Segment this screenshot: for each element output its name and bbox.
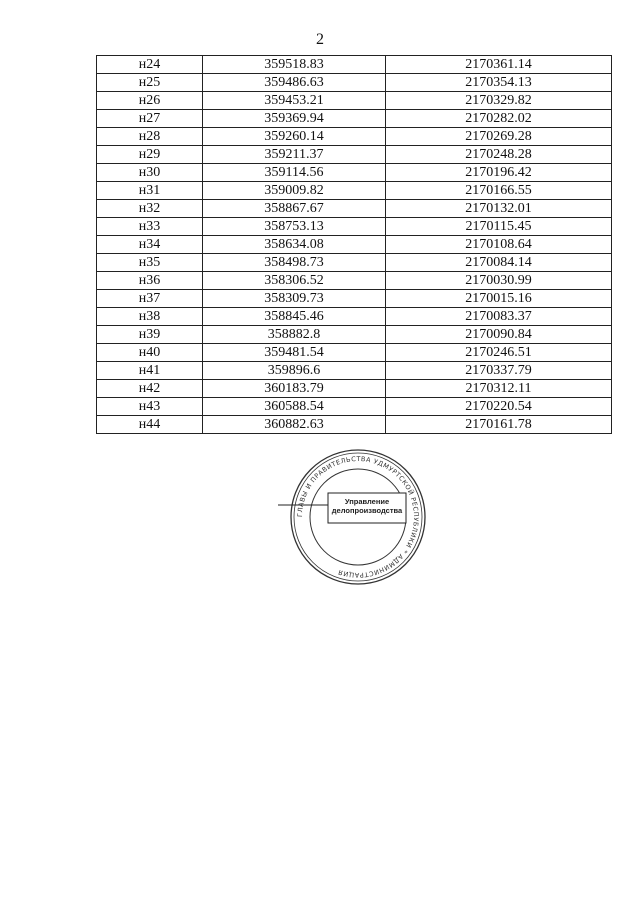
- point-id-cell: н31: [97, 182, 203, 200]
- point-id-cell: н30: [97, 164, 203, 182]
- y-coordinate-cell: 2170115.45: [386, 218, 612, 236]
- y-coordinate-cell: 2170361.14: [386, 56, 612, 74]
- point-id-cell: н25: [97, 74, 203, 92]
- point-id-cell: н24: [97, 56, 203, 74]
- table-row: [97, 308, 612, 326]
- y-coordinate-cell: 2170312.11: [386, 380, 612, 398]
- coordinates-table: [96, 55, 612, 434]
- x-coordinate-cell: 358309.73: [203, 290, 386, 308]
- y-coordinate-cell: 2170090.84: [386, 326, 612, 344]
- x-coordinate-cell: 360882.63: [203, 416, 386, 434]
- y-coordinate-cell: 2170108.64: [386, 236, 612, 254]
- point-id-cell: н40: [97, 344, 203, 362]
- x-coordinate-cell: 359211.37: [203, 146, 386, 164]
- x-coordinate-cell: 359486.63: [203, 74, 386, 92]
- point-id-cell: н32: [97, 200, 203, 218]
- point-id-cell: н42: [97, 380, 203, 398]
- point-id-cell: н39: [97, 326, 203, 344]
- point-id-cell: н35: [97, 254, 203, 272]
- table-row: [97, 56, 612, 74]
- point-id-cell: н28: [97, 128, 203, 146]
- seal-center-label: [331, 493, 403, 523]
- y-coordinate-cell: 2170015.16: [386, 290, 612, 308]
- table-row: [97, 290, 612, 308]
- y-coordinate-cell: 2170132.01: [386, 200, 612, 218]
- point-id-cell: н41: [97, 362, 203, 380]
- x-coordinate-cell: 358306.52: [203, 272, 386, 290]
- x-coordinate-cell: 360183.79: [203, 380, 386, 398]
- seal-label-line1: Управление: [344, 497, 390, 506]
- table-row: [97, 362, 612, 380]
- table-row: [97, 416, 612, 434]
- table-row: [97, 110, 612, 128]
- point-id-cell: н36: [97, 272, 203, 290]
- point-id-cell: н37: [97, 290, 203, 308]
- table-row: [97, 92, 612, 110]
- y-coordinate-cell: 2170354.13: [386, 74, 612, 92]
- x-coordinate-cell: 359896.6: [203, 362, 386, 380]
- table-row: [97, 398, 612, 416]
- x-coordinate-cell: 360588.54: [203, 398, 386, 416]
- point-id-cell: н27: [97, 110, 203, 128]
- y-coordinate-cell: 2170166.55: [386, 182, 612, 200]
- table-row: [97, 236, 612, 254]
- x-coordinate-cell: 359369.94: [203, 110, 386, 128]
- x-coordinate-cell: 359453.21: [203, 92, 386, 110]
- y-coordinate-cell: 2170083.37: [386, 308, 612, 326]
- x-coordinate-cell: 359009.82: [203, 182, 386, 200]
- point-id-cell: н33: [97, 218, 203, 236]
- point-id-cell: н44: [97, 416, 203, 434]
- y-coordinate-cell: 2170084.14: [386, 254, 612, 272]
- table-row: [97, 74, 612, 92]
- y-coordinate-cell: 2170282.02: [386, 110, 612, 128]
- table-row: [97, 146, 612, 164]
- table-row: [97, 128, 612, 146]
- table-row: [97, 254, 612, 272]
- y-coordinate-cell: 2170337.79: [386, 362, 612, 380]
- seal-label-line2: делопроизводства: [331, 506, 403, 515]
- point-id-cell: н43: [97, 398, 203, 416]
- table-row: [97, 164, 612, 182]
- table-row: [97, 200, 612, 218]
- y-coordinate-cell: 2170246.51: [386, 344, 612, 362]
- point-id-cell: н26: [97, 92, 203, 110]
- table-row: [97, 218, 612, 236]
- y-coordinate-cell: 2170269.28: [386, 128, 612, 146]
- table-row: [97, 344, 612, 362]
- x-coordinate-cell: 358753.13: [203, 218, 386, 236]
- x-coordinate-cell: 358867.67: [203, 200, 386, 218]
- x-coordinate-cell: 358634.08: [203, 236, 386, 254]
- table-row: [97, 380, 612, 398]
- point-id-cell: н34: [97, 236, 203, 254]
- table-row: [97, 272, 612, 290]
- x-coordinate-cell: 359481.54: [203, 344, 386, 362]
- point-id-cell: н38: [97, 308, 203, 326]
- y-coordinate-cell: 2170196.42: [386, 164, 612, 182]
- y-coordinate-cell: 2170161.78: [386, 416, 612, 434]
- table-row: [97, 182, 612, 200]
- x-coordinate-cell: 358498.73: [203, 254, 386, 272]
- y-coordinate-cell: 2170220.54: [386, 398, 612, 416]
- x-coordinate-cell: 359260.14: [203, 128, 386, 146]
- seal-ring-text: ГЛАВЫ И ПРАВИТЕЛЬСТВА УДМУРТСКОЙ РЕСПУБЛИКИ * АДМИНИСТРАЦИЯ: [295, 454, 421, 580]
- x-coordinate-cell: 358882.8: [203, 326, 386, 344]
- page-number: 2: [316, 31, 324, 48]
- x-coordinate-cell: 359518.83: [203, 56, 386, 74]
- x-coordinate-cell: 359114.56: [203, 164, 386, 182]
- coordinates-table-body: [97, 56, 612, 434]
- y-coordinate-cell: 2170248.28: [386, 146, 612, 164]
- table-row: [97, 326, 612, 344]
- y-coordinate-cell: 2170030.99: [386, 272, 612, 290]
- y-coordinate-cell: 2170329.82: [386, 92, 612, 110]
- point-id-cell: н29: [97, 146, 203, 164]
- official-seal: [278, 447, 438, 587]
- x-coordinate-cell: 358845.46: [203, 308, 386, 326]
